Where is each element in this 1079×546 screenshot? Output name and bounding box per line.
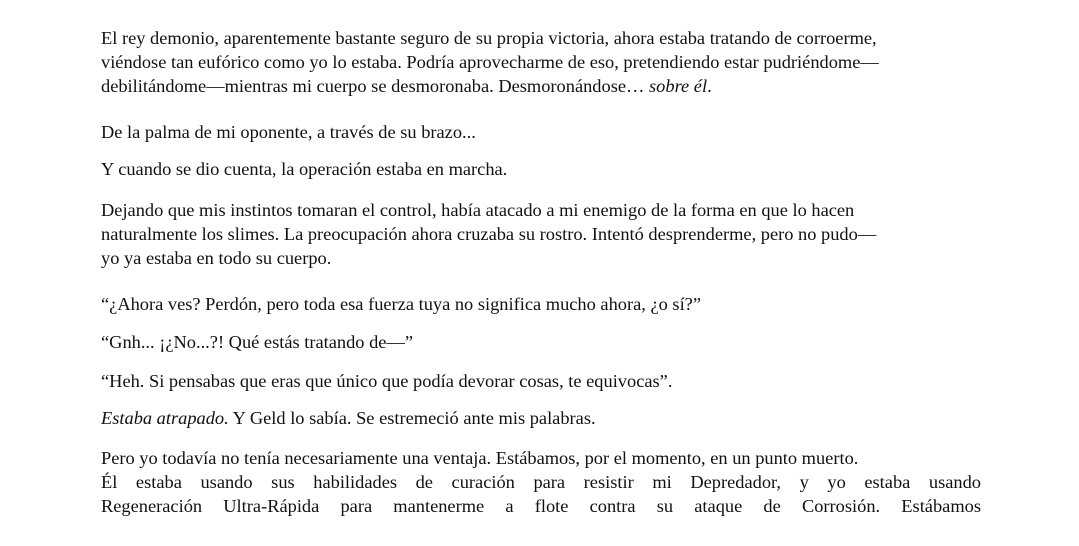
text-line bbox=[101, 120, 476, 144]
text-line bbox=[101, 50, 981, 74]
text-run: Y Geld lo sabía. Se estremeció ante mis palabras. bbox=[228, 408, 596, 428]
text-run: Regeneración Ultra-Rápida para mantenerme a flote contra su ataque de Corrosión. Estábamos bbox=[101, 496, 981, 516]
text-line bbox=[101, 246, 981, 270]
text-run: debilitándome—mientras mi cuerpo se desmoronaba. Desmoronándose… bbox=[101, 76, 650, 96]
text-line bbox=[101, 330, 413, 354]
text-run: Dejando que mis instintos tomaran el control, había atacado a mi enemigo de la forma en que lo hacen bbox=[101, 200, 855, 220]
text-line bbox=[101, 26, 981, 50]
text-run: De la palma de mi oponente, a través de su brazo... bbox=[101, 122, 476, 142]
text-line bbox=[101, 369, 672, 393]
text-line bbox=[101, 446, 981, 470]
paragraph bbox=[101, 330, 413, 354]
italic-text-run: sobre él bbox=[649, 76, 708, 96]
text-line bbox=[101, 292, 701, 316]
text-line bbox=[101, 198, 981, 222]
text-run: yo ya estaba en todo su cuerpo. bbox=[101, 248, 332, 268]
text-run: “Heh. Si pensabas que eras que único que podía devorar cosas, te equivocas”. bbox=[101, 371, 673, 391]
document-page bbox=[101, 0, 981, 546]
text-line bbox=[101, 222, 981, 246]
text-line bbox=[101, 494, 981, 518]
text-run: El rey demonio, aparentemente bastante seguro de su propia victoria, ahora estaba tratando de corroerme, bbox=[101, 28, 877, 48]
paragraph bbox=[101, 292, 701, 316]
text-run: “¿Ahora ves? Perdón, pero toda esa fuerza tuya no significa mucho ahora, ¿o sí?” bbox=[101, 294, 702, 314]
text-run: “Gnh... ¡¿No...?! Qué estás tratando de—” bbox=[101, 332, 414, 352]
text-line bbox=[101, 157, 507, 181]
text-run: Él estaba usando sus habilidades de curación para resistir mi Depredador, y yo estaba usando bbox=[101, 472, 981, 492]
paragraph bbox=[101, 446, 981, 518]
text-run: Pero yo todavía no tenía necesariamente una ventaja. Estábamos, por el momento, en un punto muerto. bbox=[101, 448, 859, 468]
paragraph bbox=[101, 157, 507, 181]
text-run: viéndose tan eufórico como yo lo estaba. Podría aprovecharme de eso, pretendiendo estar pudriéndome— bbox=[101, 52, 879, 72]
paragraph bbox=[101, 369, 672, 393]
paragraph bbox=[101, 120, 476, 144]
paragraph bbox=[101, 26, 981, 98]
text-line bbox=[101, 74, 981, 98]
text-line bbox=[101, 470, 981, 494]
paragraph bbox=[101, 406, 596, 430]
text-line bbox=[101, 406, 596, 430]
text-run: Y cuando se dio cuenta, la operación estaba en marcha. bbox=[101, 159, 508, 179]
text-run: . bbox=[707, 76, 712, 96]
italic-text-run: Estaba atrapado. bbox=[101, 408, 229, 428]
paragraph bbox=[101, 198, 981, 270]
text-run: naturalmente los slimes. La preocupación ahora cruzaba su rostro. Intentó desprenderme, pero no pudo— bbox=[101, 224, 877, 244]
